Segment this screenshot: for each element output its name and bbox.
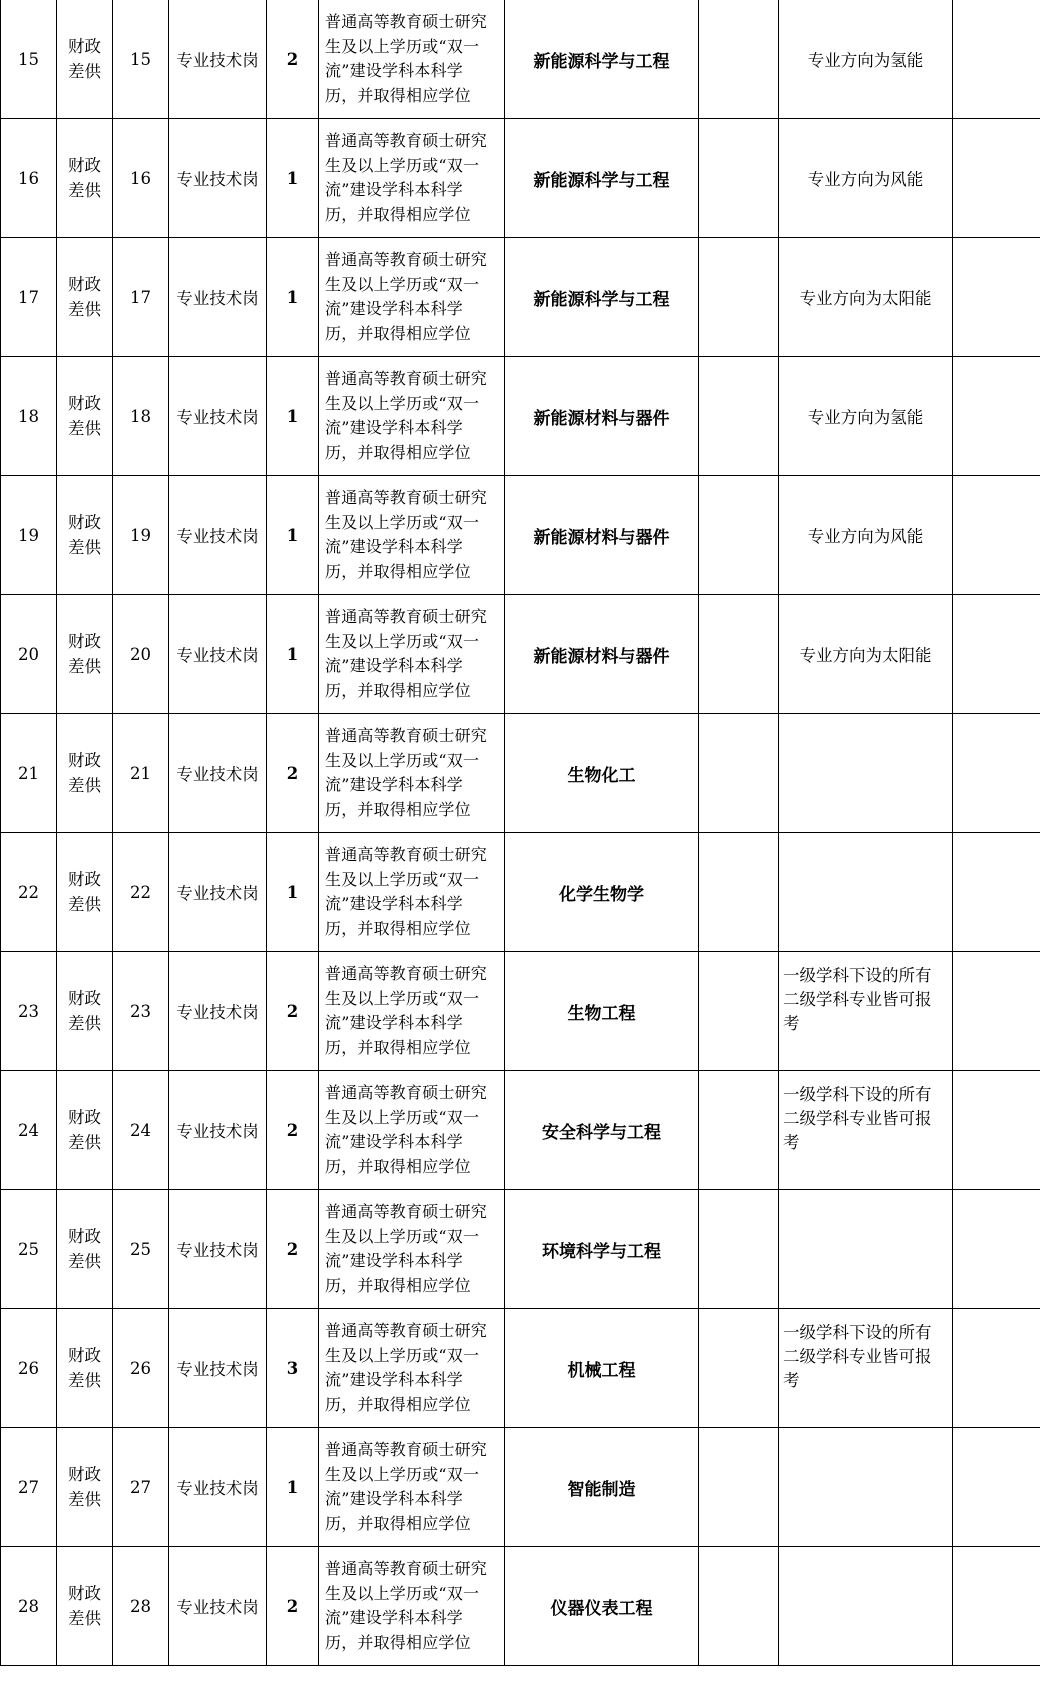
requirement-line: 历，并取得相应学位	[325, 204, 471, 224]
empty-cell	[953, 1428, 1040, 1547]
requirement-line: 历，并取得相应学位	[325, 680, 471, 700]
education-requirement-cell	[319, 595, 505, 714]
post-code-cell: 27	[113, 1428, 169, 1547]
funding-type-text: 财政	[68, 37, 101, 56]
education-requirement-cell	[319, 0, 505, 119]
requirement-line: 流”建设学科本科学	[325, 61, 463, 80]
major-cell: 新能源科学与工程	[505, 0, 699, 119]
requirement-line: 流”建设学科本科学	[325, 1132, 463, 1151]
table-row	[1, 0, 1040, 119]
remarks-line: 一级学科下设的所有	[783, 1323, 932, 1342]
major-cell: 新能源材料与器件	[505, 476, 699, 595]
remarks-cell	[779, 1309, 953, 1428]
education-requirement-cell	[319, 1547, 505, 1666]
headcount-cell: 1	[267, 833, 319, 952]
funding-type-text: 财政	[68, 1584, 101, 1603]
funding-type-text: 财政	[68, 989, 101, 1008]
post-type-cell: 专业技术岗	[169, 0, 267, 119]
row-number-cell: 25	[1, 1190, 57, 1309]
headcount-cell: 2	[267, 714, 319, 833]
funding-type-text: 差供	[68, 1371, 101, 1390]
remarks-line: 二级学科专业皆可报	[783, 990, 932, 1009]
remarks-cell	[779, 1071, 953, 1190]
major-cell: 机械工程	[505, 1309, 699, 1428]
empty-cell	[699, 1547, 779, 1666]
requirement-line: 普通高等教育硕士研究	[325, 845, 488, 864]
post-type-cell: 专业技术岗	[169, 595, 267, 714]
funding-type-cell	[57, 357, 113, 476]
education-requirement-cell	[319, 1190, 505, 1309]
funding-type-text: 差供	[68, 895, 101, 914]
empty-cell	[699, 952, 779, 1071]
requirement-line: 生及以上学历或“双一	[325, 631, 480, 651]
post-type-cell: 专业技术岗	[169, 1547, 267, 1666]
funding-type-cell	[57, 1428, 113, 1547]
empty-cell	[953, 1309, 1040, 1428]
requirement-line: 生及以上学历或“双一	[325, 36, 480, 56]
headcount-cell: 2	[267, 1190, 319, 1309]
empty-cell	[953, 1547, 1040, 1666]
requirement-line: 流”建设学科本科学	[325, 180, 463, 199]
requirement-line: 历，并取得相应学位	[325, 323, 471, 343]
headcount-cell: 2	[267, 952, 319, 1071]
requirement-line: 生及以上学历或“双一	[325, 750, 480, 770]
table-row	[1, 714, 1040, 833]
empty-cell	[953, 952, 1040, 1071]
empty-cell	[699, 1071, 779, 1190]
requirement-line: 生及以上学历或“双一	[325, 1345, 480, 1365]
funding-type-text: 财政	[68, 275, 101, 294]
requirement-line: 普通高等教育硕士研究	[325, 1202, 488, 1221]
remarks-cell	[779, 1190, 953, 1309]
requirement-line: 流”建设学科本科学	[325, 775, 463, 794]
requirement-line: 普通高等教育硕士研究	[325, 607, 488, 626]
remarks-cell: 专业方向为风能	[779, 119, 953, 238]
post-type-cell: 专业技术岗	[169, 238, 267, 357]
remarks-cell	[779, 1428, 953, 1547]
row-number-cell: 18	[1, 357, 57, 476]
empty-cell	[953, 833, 1040, 952]
table-row	[1, 1428, 1040, 1547]
funding-type-text: 财政	[68, 751, 101, 770]
post-type-cell: 专业技术岗	[169, 1071, 267, 1190]
requirement-line: 历，并取得相应学位	[325, 799, 471, 819]
post-code-cell: 23	[113, 952, 169, 1071]
requirement-line: 流”建设学科本科学	[325, 1608, 463, 1627]
remarks-text	[783, 952, 946, 1036]
row-number-cell: 15	[1, 0, 57, 119]
major-cell: 化学生物学	[505, 833, 699, 952]
funding-type-text: 财政	[68, 156, 101, 175]
requirement-line: 流”建设学科本科学	[325, 894, 463, 913]
funding-type-cell	[57, 119, 113, 238]
empty-cell	[953, 1190, 1040, 1309]
remarks-cell: 专业方向为风能	[779, 476, 953, 595]
table-row	[1, 357, 1040, 476]
remarks-line: 考	[783, 1133, 800, 1152]
post-type-cell: 专业技术岗	[169, 1428, 267, 1547]
post-code-cell: 20	[113, 595, 169, 714]
funding-type-text: 差供	[68, 181, 101, 200]
funding-type-text: 财政	[68, 513, 101, 532]
post-type-cell: 专业技术岗	[169, 1190, 267, 1309]
funding-type-text: 财政	[68, 632, 101, 651]
requirement-line: 生及以上学历或“双一	[325, 1226, 480, 1246]
requirement-line: 普通高等教育硕士研究	[325, 250, 488, 269]
requirement-line: 历，并取得相应学位	[325, 561, 471, 581]
row-number-cell: 24	[1, 1071, 57, 1190]
requirement-line: 生及以上学历或“双一	[325, 988, 480, 1008]
major-cell: 新能源科学与工程	[505, 238, 699, 357]
table-row	[1, 238, 1040, 357]
row-number-cell: 23	[1, 952, 57, 1071]
empty-cell	[699, 1309, 779, 1428]
funding-type-text: 财政	[68, 1346, 101, 1365]
post-type-cell: 专业技术岗	[169, 1309, 267, 1428]
funding-type-text: 差供	[68, 776, 101, 795]
funding-type-cell	[57, 833, 113, 952]
post-code-cell: 18	[113, 357, 169, 476]
row-number-cell: 22	[1, 833, 57, 952]
funding-type-text: 差供	[68, 657, 101, 676]
table-body	[1, 0, 1040, 1666]
remarks-cell	[779, 714, 953, 833]
post-type-cell: 专业技术岗	[169, 714, 267, 833]
requirement-line: 流”建设学科本科学	[325, 1370, 463, 1389]
funding-type-text: 差供	[68, 1014, 101, 1033]
requirement-line: 普通高等教育硕士研究	[325, 12, 488, 31]
requirement-line: 历，并取得相应学位	[325, 1513, 471, 1533]
funding-type-cell	[57, 952, 113, 1071]
requirement-line: 历，并取得相应学位	[325, 442, 471, 462]
requirement-line: 生及以上学历或“双一	[325, 393, 480, 413]
funding-type-cell	[57, 1309, 113, 1428]
post-type-cell: 专业技术岗	[169, 119, 267, 238]
education-requirement-cell	[319, 1428, 505, 1547]
education-requirement-cell	[319, 952, 505, 1071]
row-number-cell: 16	[1, 119, 57, 238]
empty-cell	[699, 714, 779, 833]
education-requirement-cell	[319, 833, 505, 952]
headcount-cell: 1	[267, 119, 319, 238]
funding-type-text: 差供	[68, 1252, 101, 1271]
funding-type-text: 差供	[68, 538, 101, 557]
remarks-cell	[779, 1547, 953, 1666]
headcount-cell: 1	[267, 1428, 319, 1547]
row-number-cell: 21	[1, 714, 57, 833]
post-type-cell: 专业技术岗	[169, 357, 267, 476]
funding-type-text: 财政	[68, 1108, 101, 1127]
post-code-cell: 25	[113, 1190, 169, 1309]
requirement-line: 历，并取得相应学位	[325, 1156, 471, 1176]
requirement-line: 生及以上学历或“双一	[325, 869, 480, 889]
remarks-line: 考	[783, 1014, 800, 1033]
empty-cell	[699, 238, 779, 357]
major-cell: 新能源材料与器件	[505, 357, 699, 476]
table-row	[1, 1309, 1040, 1428]
table-row	[1, 833, 1040, 952]
headcount-cell: 2	[267, 1071, 319, 1190]
education-requirement-cell	[319, 1309, 505, 1428]
table-row	[1, 595, 1040, 714]
requirement-line: 普通高等教育硕士研究	[325, 1321, 488, 1340]
major-cell: 仪器仪表工程	[505, 1547, 699, 1666]
funding-type-cell	[57, 0, 113, 119]
remarks-line: 二级学科专业皆可报	[783, 1109, 932, 1128]
funding-type-text: 差供	[68, 1133, 101, 1152]
post-code-cell: 28	[113, 1547, 169, 1666]
empty-cell	[953, 0, 1040, 119]
row-number-cell: 19	[1, 476, 57, 595]
headcount-cell: 2	[267, 0, 319, 119]
post-code-cell: 17	[113, 238, 169, 357]
funding-type-text: 财政	[68, 394, 101, 413]
remarks-line: 一级学科下设的所有	[783, 966, 932, 985]
remarks-cell: 专业方向为太阳能	[779, 595, 953, 714]
requirement-line: 流”建设学科本科学	[325, 1013, 463, 1032]
requirement-line: 普通高等教育硕士研究	[325, 726, 488, 745]
empty-cell	[699, 0, 779, 119]
major-cell: 智能制造	[505, 1428, 699, 1547]
requirement-line: 生及以上学历或“双一	[325, 1107, 480, 1127]
major-cell: 新能源材料与器件	[505, 595, 699, 714]
funding-type-cell	[57, 595, 113, 714]
requirement-line: 生及以上学历或“双一	[325, 1464, 480, 1484]
post-code-cell: 15	[113, 0, 169, 119]
funding-type-cell	[57, 476, 113, 595]
requirement-line: 流”建设学科本科学	[325, 1251, 463, 1270]
empty-cell	[953, 1071, 1040, 1190]
post-code-cell: 26	[113, 1309, 169, 1428]
major-cell: 环境科学与工程	[505, 1190, 699, 1309]
education-requirement-cell	[319, 714, 505, 833]
funding-type-cell	[57, 714, 113, 833]
table-row	[1, 952, 1040, 1071]
major-cell: 新能源科学与工程	[505, 119, 699, 238]
funding-type-cell	[57, 1190, 113, 1309]
funding-type-text: 差供	[68, 1490, 101, 1509]
empty-cell	[699, 1428, 779, 1547]
remarks-text	[783, 1071, 946, 1155]
table-row	[1, 1190, 1040, 1309]
post-code-cell: 16	[113, 119, 169, 238]
requirement-line: 普通高等教育硕士研究	[325, 964, 488, 983]
headcount-cell: 3	[267, 1309, 319, 1428]
requirement-line: 历，并取得相应学位	[325, 1632, 471, 1652]
empty-cell	[699, 119, 779, 238]
education-requirement-cell	[319, 119, 505, 238]
remarks-cell: 专业方向为氢能	[779, 0, 953, 119]
requirement-line: 历，并取得相应学位	[325, 1275, 471, 1295]
requirement-line: 流”建设学科本科学	[325, 656, 463, 675]
requirement-line: 生及以上学历或“双一	[325, 512, 480, 532]
funding-type-text: 差供	[68, 300, 101, 319]
education-requirement-cell	[319, 1071, 505, 1190]
requirement-line: 历，并取得相应学位	[325, 918, 471, 938]
row-number-cell: 27	[1, 1428, 57, 1547]
education-requirement-cell	[319, 357, 505, 476]
requirement-line: 流”建设学科本科学	[325, 1489, 463, 1508]
row-number-cell: 17	[1, 238, 57, 357]
remarks-cell	[779, 952, 953, 1071]
headcount-cell: 1	[267, 357, 319, 476]
requirement-line: 历，并取得相应学位	[325, 85, 471, 105]
row-number-cell: 28	[1, 1547, 57, 1666]
row-number-cell: 20	[1, 595, 57, 714]
empty-cell	[953, 238, 1040, 357]
table-row	[1, 1547, 1040, 1666]
requirement-line: 生及以上学历或“双一	[325, 274, 480, 294]
headcount-cell: 1	[267, 476, 319, 595]
table-row	[1, 1071, 1040, 1190]
post-code-cell: 22	[113, 833, 169, 952]
headcount-cell: 2	[267, 1547, 319, 1666]
requirement-line: 生及以上学历或“双一	[325, 155, 480, 175]
major-cell: 安全科学与工程	[505, 1071, 699, 1190]
funding-type-cell	[57, 1547, 113, 1666]
empty-cell	[953, 357, 1040, 476]
funding-type-text: 差供	[68, 419, 101, 438]
empty-cell	[699, 476, 779, 595]
requirement-line: 普通高等教育硕士研究	[325, 369, 488, 388]
funding-type-text: 财政	[68, 1227, 101, 1246]
empty-cell	[953, 476, 1040, 595]
headcount-cell: 1	[267, 595, 319, 714]
requirement-line: 普通高等教育硕士研究	[325, 1440, 488, 1459]
table-row	[1, 476, 1040, 595]
requirement-line: 普通高等教育硕士研究	[325, 131, 488, 150]
requirement-line: 流”建设学科本科学	[325, 418, 463, 437]
post-code-cell: 19	[113, 476, 169, 595]
table-row	[1, 119, 1040, 238]
empty-cell	[953, 119, 1040, 238]
post-code-cell: 21	[113, 714, 169, 833]
funding-type-text: 差供	[68, 1609, 101, 1628]
remarks-cell	[779, 833, 953, 952]
requirement-line: 流”建设学科本科学	[325, 299, 463, 318]
requirement-line: 普通高等教育硕士研究	[325, 488, 488, 507]
remarks-text	[783, 1309, 946, 1393]
funding-type-text: 财政	[68, 1465, 101, 1484]
remarks-line: 一级学科下设的所有	[783, 1085, 932, 1104]
funding-type-text: 财政	[68, 870, 101, 889]
post-code-cell: 24	[113, 1071, 169, 1190]
funding-type-cell	[57, 238, 113, 357]
empty-cell	[953, 714, 1040, 833]
major-cell: 生物化工	[505, 714, 699, 833]
requirement-line: 普通高等教育硕士研究	[325, 1083, 488, 1102]
education-requirement-cell	[319, 476, 505, 595]
remarks-cell: 专业方向为太阳能	[779, 238, 953, 357]
post-type-cell: 专业技术岗	[169, 952, 267, 1071]
empty-cell	[699, 833, 779, 952]
row-number-cell: 26	[1, 1309, 57, 1428]
education-requirement-cell	[319, 238, 505, 357]
funding-type-text: 差供	[68, 62, 101, 81]
post-type-cell: 专业技术岗	[169, 476, 267, 595]
empty-cell	[699, 1190, 779, 1309]
requirement-line: 历，并取得相应学位	[325, 1037, 471, 1057]
requirement-line: 普通高等教育硕士研究	[325, 1559, 488, 1578]
empty-cell	[953, 595, 1040, 714]
empty-cell	[699, 595, 779, 714]
headcount-cell: 1	[267, 238, 319, 357]
requirement-line: 生及以上学历或“双一	[325, 1583, 480, 1603]
major-cell: 生物工程	[505, 952, 699, 1071]
empty-cell	[699, 357, 779, 476]
remarks-line: 二级学科专业皆可报	[783, 1347, 932, 1366]
post-type-cell: 专业技术岗	[169, 833, 267, 952]
requirement-line: 历，并取得相应学位	[325, 1394, 471, 1414]
remarks-line: 考	[783, 1371, 800, 1390]
remarks-cell: 专业方向为氢能	[779, 357, 953, 476]
funding-type-cell	[57, 1071, 113, 1190]
requirement-line: 流”建设学科本科学	[325, 537, 463, 556]
